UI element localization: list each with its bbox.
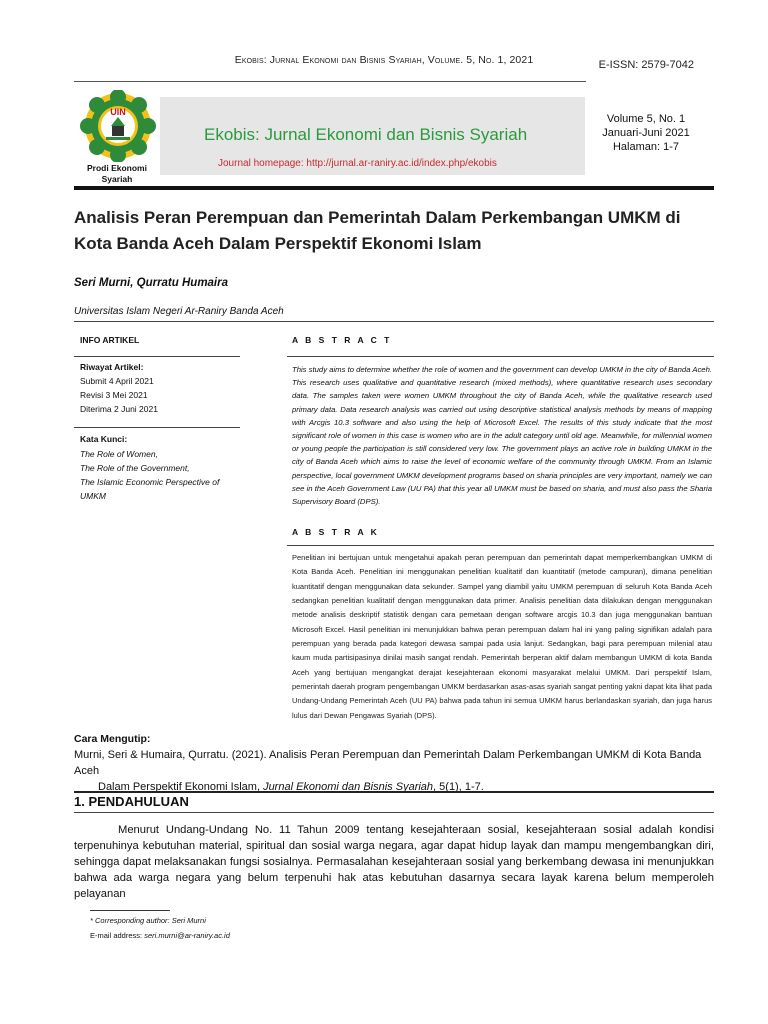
history-rule — [74, 427, 240, 428]
running-head: Ekobis: Jurnal Ekonomi dan Bisnis Syariah, Volume. 5, No. 1, 2021 — [234, 54, 534, 66]
keyword: The Role of Women, — [80, 449, 158, 459]
abstract-id-label: A B S T R A K — [292, 527, 380, 537]
abstract-en-rule — [287, 356, 714, 357]
body-paragraph: Menurut Undang-Undang No. 11 Tahun 2009 tentang kesejahteraan sosial, kesejahteraan sosial adalah kondisi terpenuhinya kebutuhan material, spiritual dan sosial warga negara, agar dapat hidup layak dan mampu mengembangkan diri, sehingga dapat melaksanakan fungsi sosialnya. Permasalahan kesejahteraan sosial yang berkembang dewasa ini menunjukkan bahwa ada warga negara yang belum terpenuhi hak atas kebutuhan dasarnya secara layak karena belum memperoleh pelayanan — [74, 824, 714, 900]
info-rule — [74, 356, 240, 357]
section-rule-bottom — [74, 812, 714, 813]
abstract-id-rule — [287, 545, 714, 546]
citation-label: Cara Mengutip: — [74, 733, 151, 745]
volume: Volume 5, No. 1 — [606, 113, 686, 125]
logo-text: UIN — [110, 107, 126, 117]
email-line: E-mail address: seri.murni@ar-raniry.ac.id — [90, 931, 230, 940]
prodi-label: Prodi Ekonomi Syariah — [87, 163, 147, 184]
pages: Halaman: 1-7 — [612, 141, 680, 153]
history-revisi: Revisi 3 Mei 2021 — [80, 390, 148, 400]
keyword: The Role of the Government, — [80, 463, 190, 473]
history-heading: Riwayat Artikel: — [80, 362, 144, 372]
keywords-heading: Kata Kunci: — [80, 434, 128, 444]
footnote-rule — [90, 910, 170, 911]
affiliation-rule — [74, 321, 714, 322]
keyword: The Islamic Economic Perspective of UMKM — [80, 477, 220, 501]
abstract-id-text: Penelitian ini bertujuan untuk mengetahui apakah peran perempuan dan pemerintah dapat memperkembangkan UMKM di Kota Banda Aceh. Penelitian ini menggunakan penelitian kualitatif dan kuantitatif (metode campuran), dimana penelitian kuantitatif dengan menggunakan data sekunder. Sampel yang diambil yaitu UMKM perempuan di seluruh Kota Banda Aceh sedangkan penelitian kualitatif dengan menggunakan data primer. Analisis penelitian data dilakukan dengan menggunakan metode analisis deskriptif statistik dengan cara pemetaan dengan software arcgis 10.3 dan juga menggunakan bantuan Microsoft Excel. Hasil penelitian ini menunjukkan bahwa peran perempuan dalam hal ini yang paling signifikan adalah para perempuan yang berada pada kategori dewasa sampai pada usia lanjut. Sedangkan, bagi para perempuan milenial atau kaum muda partisipasinya dinilai masih sangat rendah. Pemerintah berperan aktif dalam membangun UMKM di kota Banda Aceh yang bertujuan mengangkat derajat kesejahteraan ekonomi masyarakat melalui UMKM. Dari perspektif Islam, pemerintah daerah program pengembangan UMKM berdasarkan asas-asas syariah sangat penting yakni dapat kita lihat pada Undang-Undang Pemerintah Aceh (UU PA) bahwa pada tahun ini semua UMKM harus berlandaskan syariah, dan juga harus lulus dari Dewan Pengawas Syariah (DPS). — [292, 553, 712, 720]
citation-line2: Dalam Perspektif Ekonomi Islam, Jurnal Ekonomi dan Bisnis Syariah, 5(1), 1-7. — [98, 781, 484, 793]
history-diterima: Diterima 2 Juni 2021 — [80, 404, 158, 414]
authors: Seri Murni, Qurratu Humaira — [74, 277, 229, 289]
citation-line1: Murni, Seri & Humaira, Qurratu. (2021). Analisis Peran Perempuan dan Pemerintah Dalam Perkembangan UMKM di Kota Banda Aceh — [74, 749, 702, 777]
abstract-en-text: This study aims to determine whether the role of women and the government can develop UMKM in the city of Banda Aceh. This research uses qualitative and quantitative research (mixed methods), where quantitative research uses secondary data. The samples taken were women UMKM throughout the city of Banda Aceh, while the qualitative research used primary data. Data research analysis was carried out using descriptive statistical analysis methods by means of mapping with Arcgis 10.3 software and also using the help of Microsoft Excel. The results of this study indicate that the most significant role of women in this case is women who are in the adult category until old age. Meanwhile, for millennial women or young people the participation is still considered very low. The government plays an active role in building UMKM in the city of Banda Aceh which aims to raise the level of economic welfare of the community through UMKM. From an Islamic perspective, local government UMKM development programs based on sharia principles are very important, namely we can see in the Aceh Government Law (UU PA) that this year all UMKM must be based on sharia, and must also pass the Sharia Supervisory Board (DPS). — [292, 365, 712, 507]
citation — [74, 747, 724, 795]
citation-journal: Jurnal Ekonomi dan Bisnis Syariah — [263, 781, 434, 793]
journal-name: Ekobis: Jurnal Ekonomi dan Bisnis Syariah — [204, 125, 528, 144]
eissn: E-ISSN: 2579-7042 — [598, 59, 694, 71]
header-rule — [74, 81, 586, 82]
keywords-list — [80, 447, 240, 503]
article-title: Analisis Peran Perempuan dan Pemerintah Dalam Perkembangan UMKM di Kota Banda Aceh Dalam Perspektif Ekonomi Islam — [74, 208, 681, 253]
abstract-en-label: A B S T R A C T — [292, 335, 392, 345]
info-artikel-label: INFO ARTIKEL — [80, 335, 140, 345]
email-address: seri.murni@ar-raniry.ac.id — [144, 931, 230, 940]
affiliation: Universitas Islam Negeri Ar-Raniry Banda Aceh — [74, 306, 284, 317]
header-thick-rule — [74, 186, 714, 190]
period: Januari-Juni 2021 — [602, 127, 690, 139]
uin-logo-icon — [78, 90, 158, 162]
section-rule-top — [74, 791, 714, 793]
corresponding-author: * Corresponding author: Seri Murni — [90, 916, 206, 925]
history-submit: Submit 4 April 2021 — [80, 376, 154, 386]
journal-homepage-link[interactable]: Journal homepage: http://jurnal.ar-raniry.ac.id/index.php/ekobis — [218, 158, 497, 169]
volume-info — [598, 112, 694, 154]
section-heading: 1. PENDAHULUAN — [74, 794, 189, 809]
